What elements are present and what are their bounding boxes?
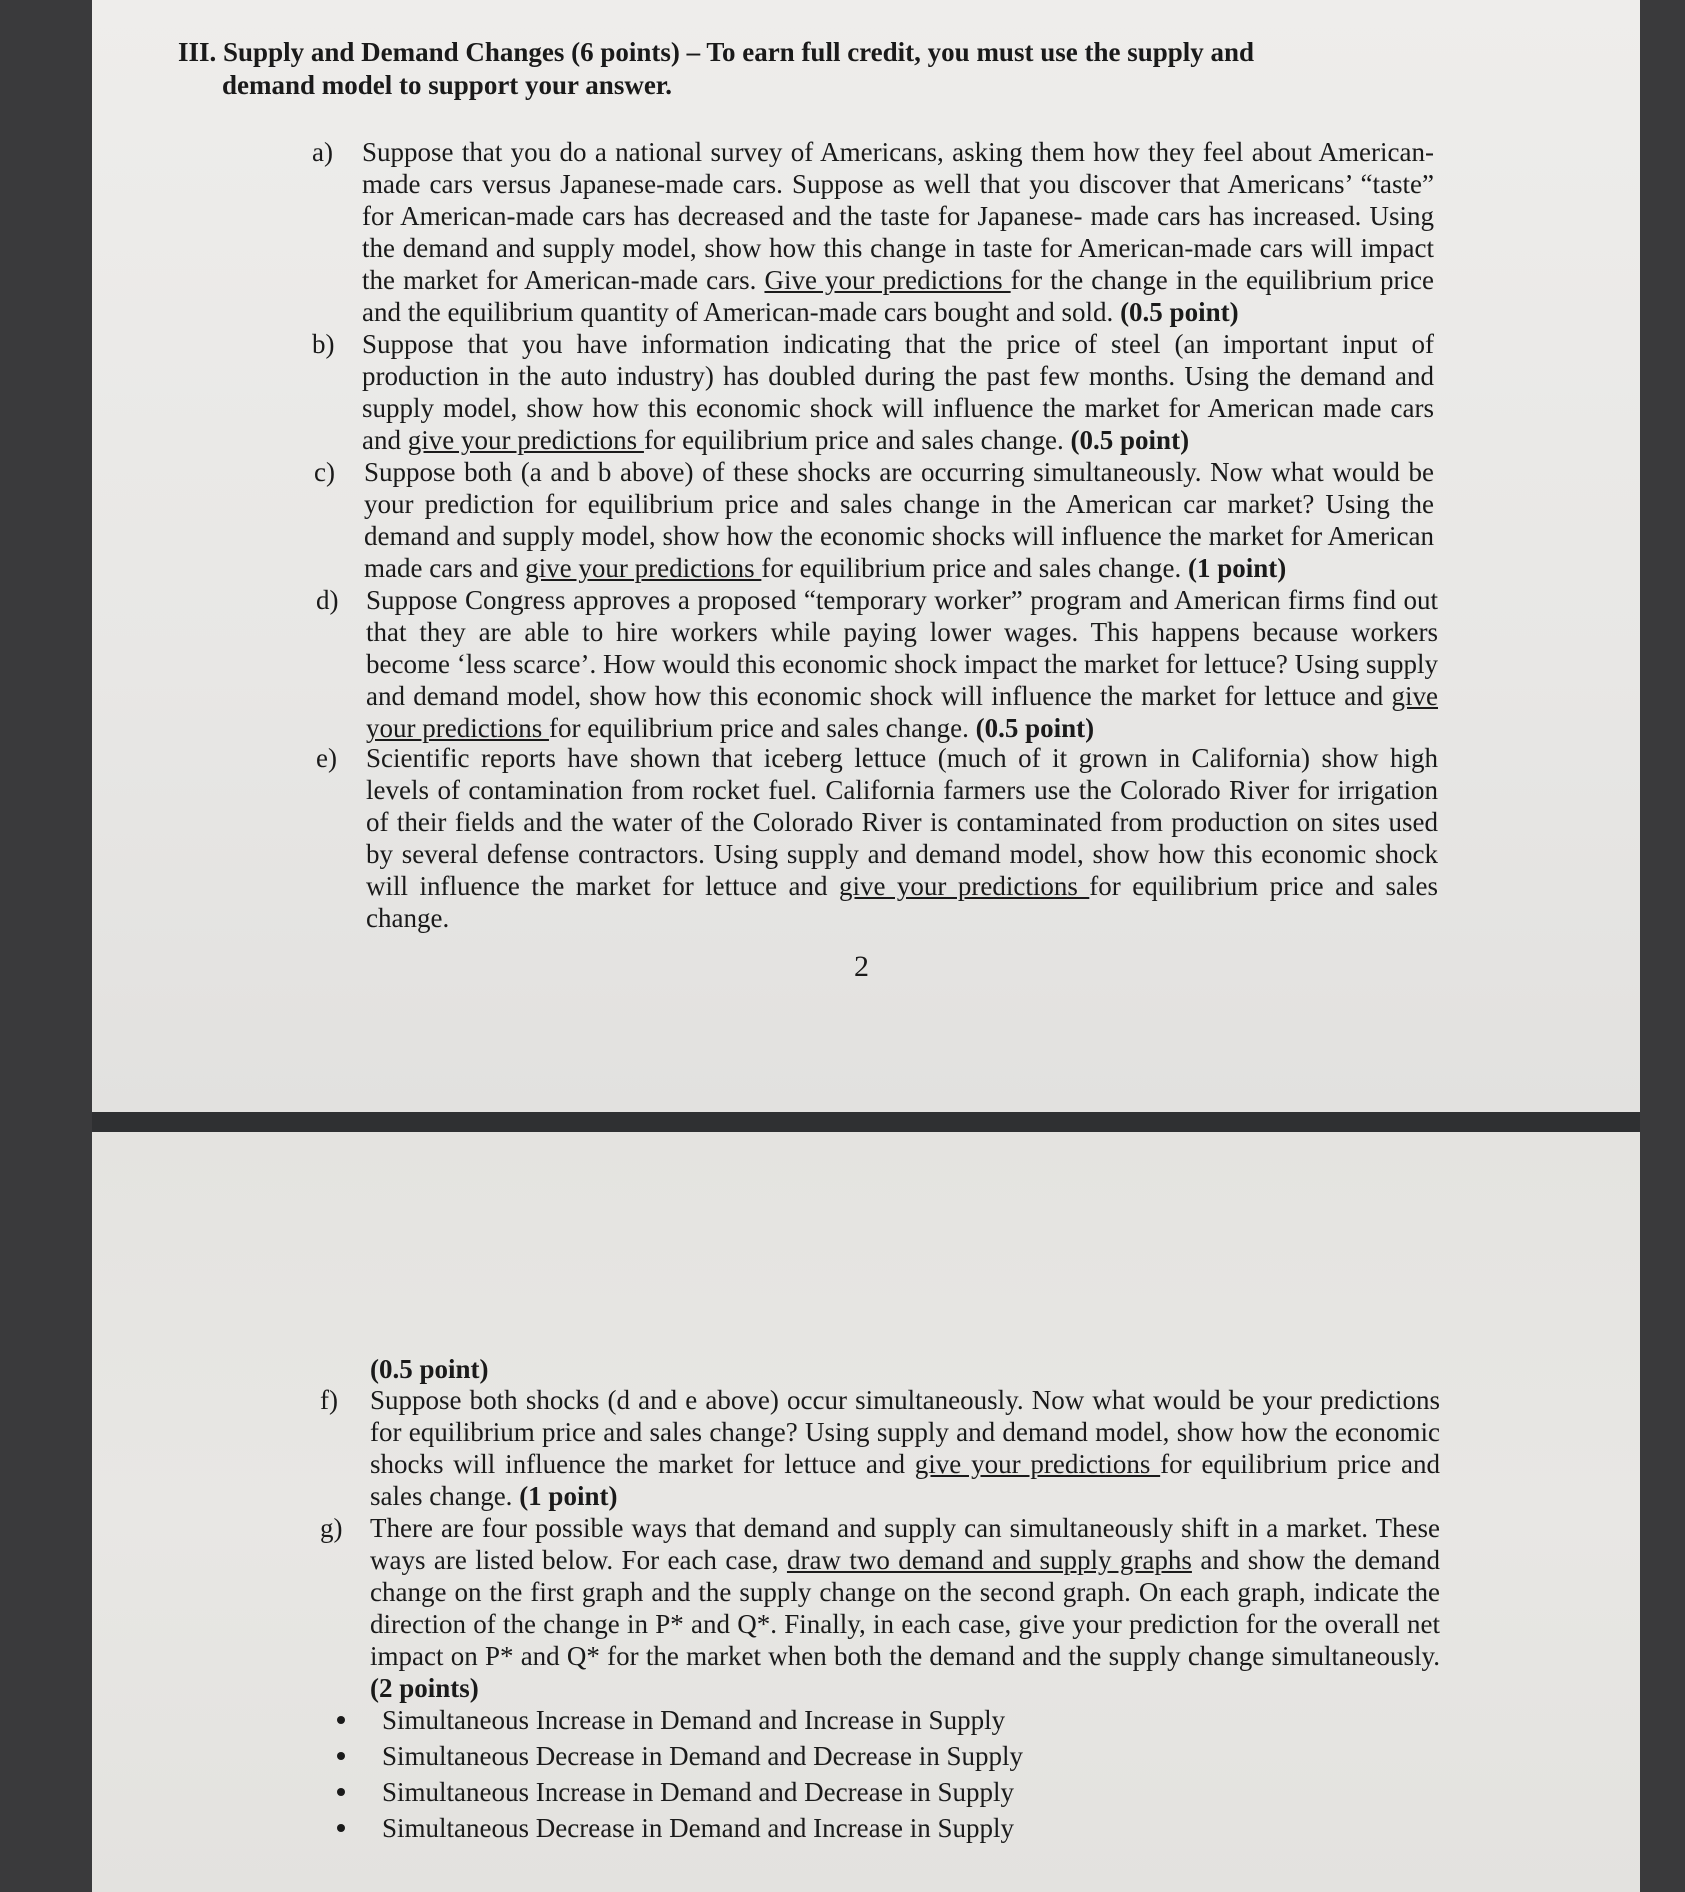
question-e-text-2: for equilibrium price and sales change. [366, 871, 1438, 933]
list-item: Simultaneous Increase in Demand and Decrease in Supply [330, 1774, 1023, 1810]
question-a [312, 136, 1434, 328]
question-c-underline: give your predictions [525, 553, 762, 583]
question-f-underline: give your predictions [914, 1449, 1161, 1479]
question-c-text: Suppose both (a and b above) of these shocks are occurring simultaneously. Now what would be your prediction for equilibrium price and sales change in the American car market? Using the demand and supply model, show how the economic shocks will influence the market for American made cars and [364, 457, 1434, 583]
shift-cases-list [330, 1702, 1023, 1846]
question-g-text: There are four possible ways that demand and supply can simultaneously shift in a market. These ways are listed below. For each case, [370, 1513, 1440, 1575]
question-e-points: (0.5 point) [370, 1354, 489, 1384]
question-d-text: Suppose Congress approves a proposed “temporary worker” program and American firms find out that they are able to hire workers while paying lower wages. This happens because workers become ‘less scarce’. How would this economic shock impact the market for lettuce? Using supply and demand model, show how this economic shock will influence the market for lettuce and [366, 585, 1438, 711]
question-e-letter: e) [316, 743, 337, 773]
list-item: Simultaneous Increase in Demand and Increase in Supply [330, 1702, 1023, 1738]
question-g-letter: g) [320, 1513, 343, 1543]
question-e-text: Scientific reports have shown that iceberg lettuce (much of it grown in California) show high levels of contamination from rocket fuel. California farmers use the Colorado River for irrigation of their fields and the water of the Colorado River is contaminated from production on sites used by several defense contractors. Using supply and demand model, show how this economic shock will influence the market for lettuce and [366, 743, 1438, 901]
question-a-points: (0.5 point) [1120, 297, 1239, 327]
question-d-points: (0.5 point) [975, 713, 1095, 743]
page-gap [92, 1112, 1640, 1132]
question-b-text-2: for equilibrium price and sales change. [643, 425, 1071, 455]
question-a-underline: Give your predictions [764, 265, 1011, 295]
question-g [320, 1512, 1440, 1704]
question-b-points: (0.5 point) [1070, 425, 1190, 455]
question-f [320, 1384, 1440, 1512]
question-a-text: Suppose that you do a national survey of Americans, asking them how they feel about American-made cars versus Japanese-made cars. Suppose as well that you discover that Americans’ “taste” for American-made cars has decreased and the taste for Japanese- made cars has increased. Using the demand and supply model, show how this change in taste for American-made cars will impact the market for American-made cars. [362, 137, 1434, 295]
question-g-points: (2 points) [370, 1673, 479, 1703]
question-c-text-2: for equilibrium price and sales change. [761, 553, 1188, 583]
section-title-line-2: demand model to support your answer. [222, 70, 673, 100]
section-title-line-1: III. Supply and Demand Changes (6 points) – To earn full credit, you must use the supply and [178, 37, 1255, 67]
question-g-underline: draw two demand and supply graphs [786, 1545, 1192, 1575]
question-f-text: Suppose both shocks (d and e above) occur simultaneously. Now what would be your predictions for equilibrium price and sales change? Using supply and demand model, show how the economic shocks will influence the market for lettuce and [370, 1385, 1440, 1479]
question-b-text: Suppose that you have information indicating that the price of steel (an important input of production in the auto industry) has doubled during the past few months. Using the demand and supply model, show how this economic shock will influence the market for American made cars and [362, 329, 1434, 455]
question-b-underline: give your predictions [407, 425, 644, 455]
question-c [314, 456, 1434, 584]
section-title [178, 36, 1458, 102]
question-c-letter: c) [314, 457, 335, 487]
list-item: Simultaneous Decrease in Demand and Decrease in Supply [330, 1738, 1023, 1774]
list-item: Simultaneous Decrease in Demand and Increase in Supply [330, 1810, 1023, 1846]
question-f-text-2: for equilibrium price and sales change. [370, 1449, 1440, 1511]
question-f-letter: f) [320, 1385, 338, 1415]
question-d-letter: d) [316, 585, 339, 615]
question-a-letter: a) [312, 137, 333, 167]
question-b [312, 328, 1434, 456]
question-c-points: (1 point) [1187, 553, 1287, 583]
question-d [316, 584, 1438, 744]
question-d-underline: give your predictions [366, 681, 1438, 743]
question-e [316, 742, 1438, 934]
question-e-underline: give your predictions [838, 871, 1090, 901]
question-d-text-2: for equilibrium price and sales change. [548, 713, 976, 743]
question-a-text-2: for the change in the equilibrium price and the equilibrium quantity of American-made cars bought and sold. [362, 265, 1434, 327]
question-b-letter: b) [312, 329, 335, 359]
question-f-points: (1 point) [519, 1481, 618, 1511]
question-g-text-2: and show the demand change on the first graph and the supply change on the second graph. On each graph, indicate the direction of the change in P* and Q*. Finally, in each case, give your prediction for the overall net impact on P* and Q* for the market when both the demand and the supply change simultaneously. [370, 1545, 1440, 1671]
page-number: 2 [854, 950, 869, 983]
